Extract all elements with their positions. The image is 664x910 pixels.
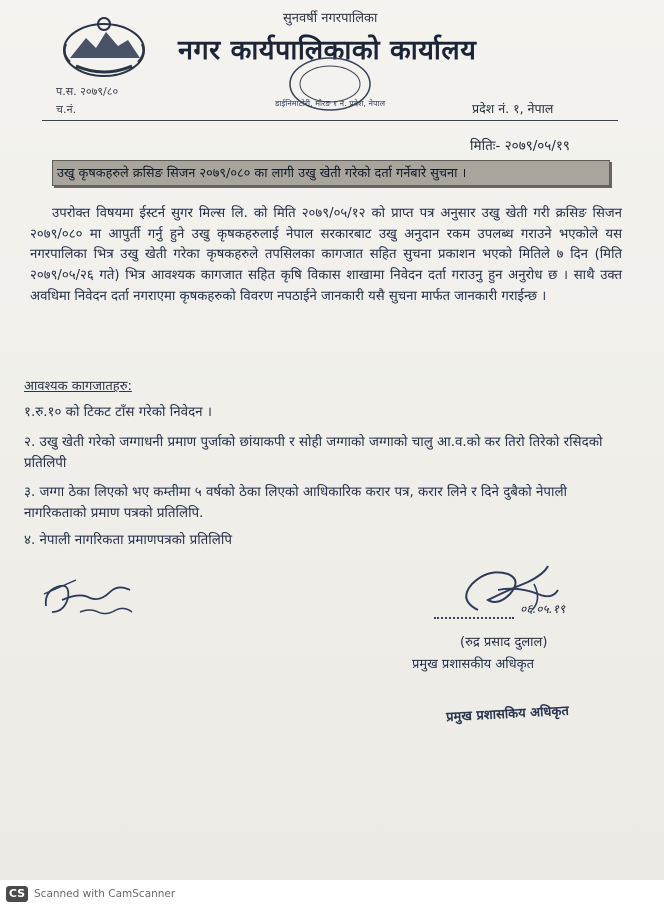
scanner-footer [0, 880, 664, 910]
officer-name: (रुद्र प्रसाद दुलाल) [460, 635, 548, 650]
subject-text: उखु कृषकहरुले क्रसिङ सिजन २०७९/०८० का लागी उखु खेती गरेको दर्ता गर्नेबारे सुचना । [57, 166, 467, 181]
dispatch-number: च.नं. [56, 103, 77, 116]
notice-date: मितिः- २०७९/०५/१९ [470, 138, 570, 154]
stamp-text: डाईनिमाटोरी, मोरङ १ नं. प्रदेश, नेपाल [275, 99, 385, 108]
subject-box [52, 160, 610, 186]
office-title: नगर कार्यपालिकाको कार्यालय [178, 35, 477, 66]
handwritten-signature-left [40, 572, 140, 628]
requirement-item: १.रु.१० को टिकट टाँस गरेको निवेदन । [24, 405, 212, 420]
requirement-item: ३. जग्गा ठेका लिएको भए कम्तीमा ५ वर्षको ठेका लिएको आधिकारिक करार पत्र, करार लिने र दिने दुबैको नेपाली नागरिकताको प्रमाण पत्रको प्रतिलिपि. [24, 485, 568, 521]
body-paragraph: उपरोक्त विषयमा ईस्टर्न सुगर मिल्स लि. को मिति २०७९/०५/१२ को प्राप्त पत्र अनुसार उखु खेती गरी क्रसिङ सिजन २०७९/०८० मा आपुर्ती गर्नु हुने उखु कृषकहरुलाई नेपाल सरकारबाट उखु अनुदान रकम उपलब्ध गराउने भएकोले यस नगरपालिका भित्र उखु खेती गरेका कृषकहरुले तपसिलका कागजात सहित सुचना प्रकाशन भएको मितिले ७ दिन (मिति २०७९/०५/२६ गते) भित्र आवश्यक कागजात सहित कृषि विकास शाखामा निवेदन दर्ता गराउनु हुन अनुरोध छ । साथै उक्त अवधिमा निवेदन दर्ता नगराएमा कृषकहरुको विवरण नपठाईने जानकारी यसै सुचना मार्फत जानकारी गराईन्छ । [30, 206, 623, 304]
requirement-item: २. उखु खेती गरेको जग्गाधनी प्रमाण पुर्जाको छांयाकपी र सोही जग्गाको जग्गाको चालु आ.व.को कर तिरो तिरेको रसिदको प्रतिलिपी [24, 435, 603, 471]
officer-stamp-title: प्रमुख प्रशासकिय अधिकृत [445, 703, 570, 726]
header-divider [42, 120, 618, 121]
reference-number: प.स. २०७९/८० [56, 85, 119, 98]
municipality-name: सुनवर्षी नगरपालिका [283, 11, 378, 26]
signature-dotted-line [434, 617, 514, 619]
camscanner-logo-icon: CS [6, 886, 28, 902]
signature-date: ०६.०५.१९ [520, 602, 566, 616]
nepal-emblem-icon [56, 14, 152, 80]
scanner-watermark: Scanned with CamScanner [34, 888, 176, 900]
officer-title: प्रमुख प्रशासकीय अधिकृत [412, 657, 535, 672]
office-stamp-icon [275, 54, 385, 118]
requirement-item: ४. नेपाली नागरिकता प्रमाणपत्रको प्रतिलिपि [24, 533, 232, 548]
province-label: प्रदेश नं. १, नेपाल [472, 101, 554, 116]
requirements-heading: आवश्यक कागजातहरु: [24, 379, 132, 394]
